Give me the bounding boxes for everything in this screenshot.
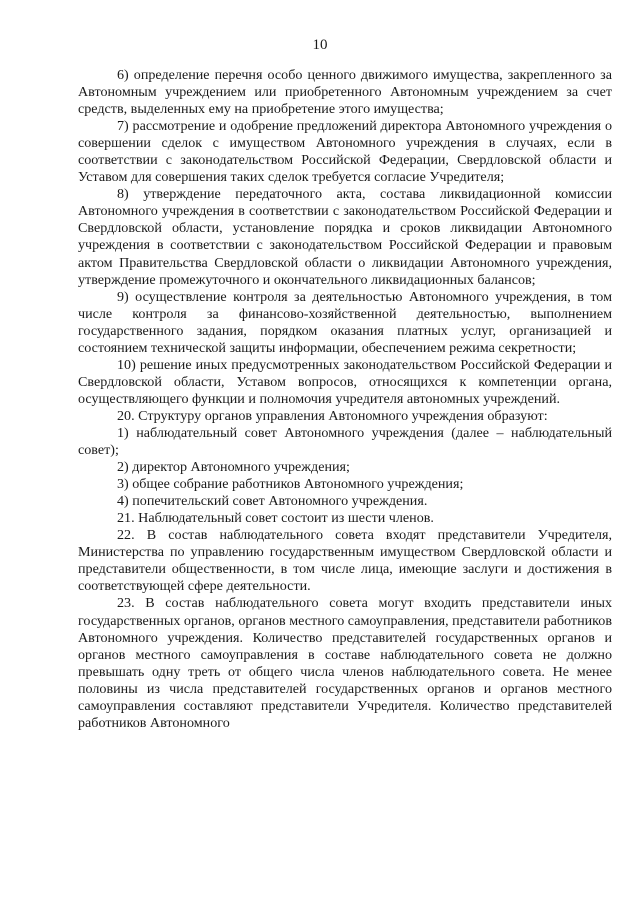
document-body — [78, 67, 612, 732]
paragraph-section-23: 23. В состав наблюдательного совета могут входить представители иных государственных органов, органов местного самоуправления, представители работников Автономного учреждения. Количество представителей государственных органов и органов местного самоуправления в составе наблюдательного совета не должно превышать одну треть от общего числа членов наблюдательного совета. Не менее половины из числа представителей государственных органов и органов местного самоуправления составляют представители Учредителя. Количество представителей работников Автономного — [78, 595, 612, 731]
paragraph-section-22: 22. В состав наблюдательного совета входят представители Учредителя, Министерства по управлению государственным имуществом Свердловской области и представители общественности, в том числе лица, имеющие заслуги и достижения в соответствующей сфере деятельности. — [78, 527, 612, 595]
paragraph-subitem-1: 1) наблюдательный совет Автономного учреждения (далее – наблюдательный совет); — [78, 424, 612, 459]
paragraph-item-6: 6) определение перечня особо ценного движимого имущества, закрепленного за Автономным учреждением или приобретенного Автономным учреждением за счет средств, выделенных ему на приобретение этого имущества; — [78, 67, 612, 118]
paragraph-item-9: 9) осуществление контроля за деятельностью Автономного учреждения, в том числе контроля за финансово-хозяйственной деятельностью, выполнением государственного задания, порядком оказания платных услуг, организацией и состоянием технической защиты информации, обеспечением режима секретности; — [78, 288, 612, 356]
paragraph-subitem-2: 2) директор Автономного учреждения; — [117, 459, 350, 476]
paragraph-item-8: 8) утверждение передаточного акта, состава ликвидационной комиссии Автономного учреждения в соответствии с законодательством Российской Федерации и Свердловской области, установление порядка и сроков ликвидации Автономного учреждения в соответствии с законодательством Российской Федерации и правовым актом Правительства Свердловской области о ликвидации Автономного учреждения, утверждение промежуточного и окончательного ликвидационных балансов; — [78, 186, 612, 288]
paragraph-subitem-3: 3) общее собрание работников Автономного учреждения; — [117, 476, 464, 493]
paragraph-subitem-4: 4) попечительский совет Автономного учреждения. — [117, 493, 428, 510]
paragraph-item-10: 10) решение иных предусмотренных законодательством Российской Федерации и Свердловской области, Уставом вопросов, относящихся к компетенции органа, осуществляющего функции и полномочия учредителя автономных учреждений. — [78, 356, 612, 407]
paragraph-item-7: 7) рассмотрение и одобрение предложений директора Автономного учреждения о совершении сделок с имуществом Автономного учреждения в случаях, если в соответствии с законодательством Российской Федерации, Свердловской области и Уставом для совершения таких сделок требуется согласие Учредителя; — [78, 118, 612, 186]
paragraph-section-20: 20. Структуру органов управления Автономного учреждения образуют: — [117, 407, 548, 424]
page-number: 10 — [312, 37, 328, 53]
paragraph-section-21: 21. Наблюдательный совет состоит из шести членов. — [117, 510, 434, 527]
